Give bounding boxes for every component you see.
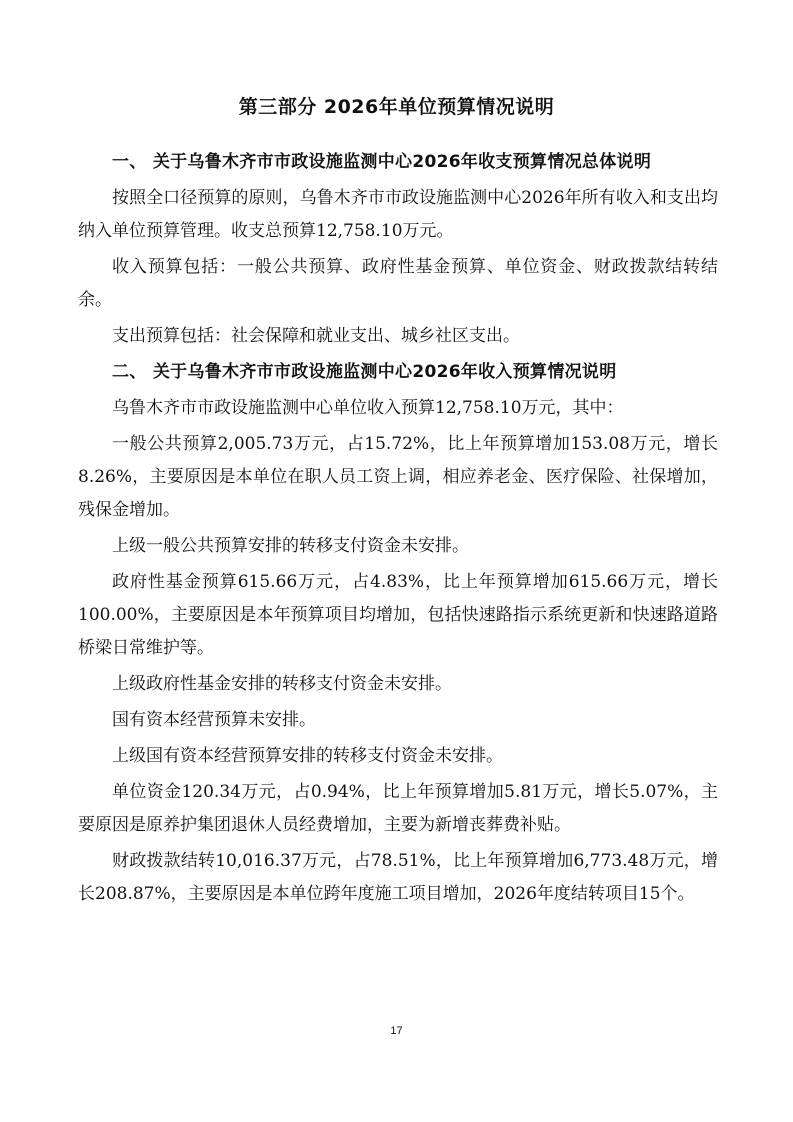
paragraph: 上级国有资本经营预算安排的转移支付资金未安排。 [112,746,503,766]
paragraph: 财政拨款结转10,016.37万元，占78.51%，比上年预算增加6,773.48万元，增长208.87%，主要原因是本单位跨年度施工项目增加，2026年度结转项目15个。 [78,851,718,904]
paragraph: 乌鲁木齐市市政设施监测中心单位收入预算12,758.10万元，其中： [112,398,624,418]
section-heading-2: 二、 关于乌鲁木齐市市政设施监测中心2026年收入预算情况说明 [112,362,617,382]
page-number: 17 [390,1025,403,1037]
paragraph: 上级一般公共预算安排的转移支付资金未安排。 [112,536,469,556]
paragraph: 支出预算包括：社会保障和就业支出、城乡社区支出。 [112,326,520,346]
paragraph: 上级政府性基金安排的转移支付资金未安排。 [112,674,452,694]
paragraph: 按照全口径预算的原则，乌鲁木齐市市政设施监测中心2026年所有收入和支出均纳入单位预算管理。收支总预算12,758.10万元。 [78,188,718,241]
paragraph: 单位资金120.34万元，占0.94%，比上年预算增加5.81万元，增长5.07%，主要原因是原养护集团退休人员经费增加，主要为新增丧葬费补贴。 [78,782,718,835]
page-title: 第三部分 2026年单位预算情况说明 [238,96,555,118]
document-body [78,146,718,911]
paragraph: 国有资本经营预算未安排。 [112,710,316,730]
paragraph: 收入预算包括：一般公共预算、政府性基金预算、单位资金、财政拨款结转结余。 [78,257,718,310]
section-heading-1: 一、 关于乌鲁木齐市市政设施监测中心2026年收支预算情况总体说明 [112,152,652,172]
paragraph: 一般公共预算2,005.73万元，占15.72%，比上年预算增加153.08万元，增长8.26%，主要原因是本单位在职人员工资上调，相应养老金、医疗保险、社保增加，残保金增加。 [78,434,718,520]
paragraph: 政府性基金预算615.66万元，占4.83%，比上年预算增加615.66万元，增长100.00%，主要原因是本年预算项目均增加，包括快速路指示系统更新和快速路道路桥梁日常维护等。 [78,572,718,658]
